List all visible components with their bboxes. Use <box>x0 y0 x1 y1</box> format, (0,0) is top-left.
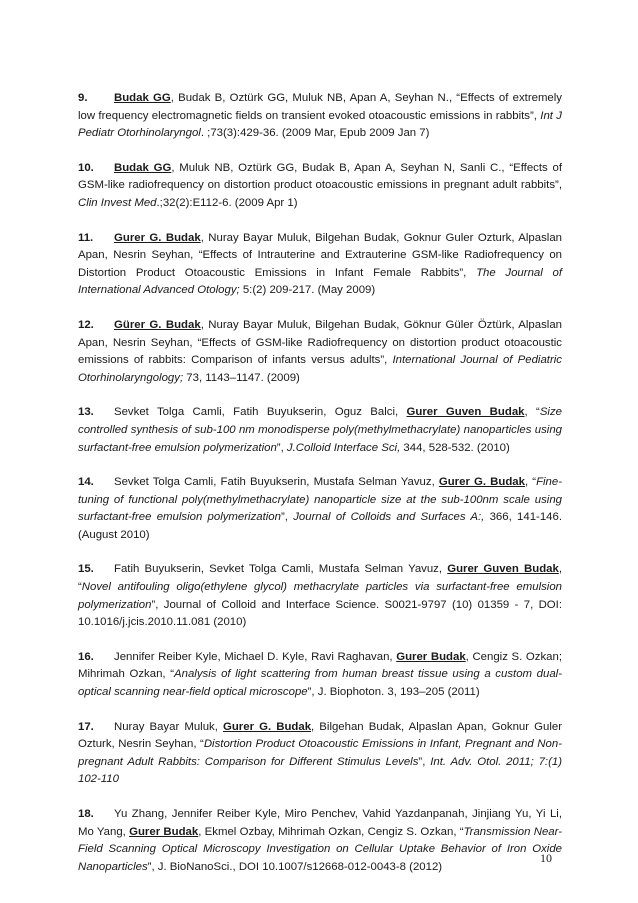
author-highlight: Gurer Budak <box>396 650 466 663</box>
journal-name: J.Colloid Interface Sci, <box>286 441 401 454</box>
page-number: 10 <box>540 851 552 865</box>
reference-text: , Nuray Bayar Muluk, Bilgehan Budak, Goknur Guler Ozturk, Alpaslan Apan, Nesrin Seyhan, “Effects of Intrauterine and Extrauterine GSM-like Radiofrequency on Distortion Product Otoacoustic Emissions in Infant Female Rabbits”, <box>78 231 562 279</box>
author-highlight: Gurer Guven Budak <box>406 406 525 419</box>
reference-text: , “ <box>524 476 537 489</box>
reference-text: ”, Journal of Colloid and Interface Science. S0021-9797 (10) 01359 - 7, DOI: 10.1016/j.jcis.2010.11.081 (2010) <box>78 598 562 629</box>
reference-text: Fatih Buyukserin, Sevket Tolga Camli, Mustafa Selman Yavuz, <box>114 563 448 576</box>
article-title: Analysis of light scattering from human breast tissue using a custom dual-optical scanning near-field optical microscope <box>78 668 562 699</box>
reference-text: Sevket Tolga Camli, Fatih Buyukserin, Oguz Balci, <box>114 406 407 419</box>
reference-text: ”, <box>276 441 287 454</box>
reference-text: , Nuray Bayar Muluk, Bilgehan Budak, Göknur Güler Öztürk, Alpaslan Apan, Nesrin Seyhan, “Effects of GSM-like Radiofrequency on distortion product otoacoustic emissions of rabbits: Comparison of infants versus adults”, <box>78 318 562 367</box>
reference-item-13 <box>78 404 562 457</box>
journal-name: Clin Invest Med <box>78 196 157 209</box>
reference-text: 366, 141-146. (August 2010) <box>78 511 562 541</box>
reference-text: , “ <box>524 406 540 419</box>
reference-item-14 <box>78 474 562 544</box>
reference-item-12 <box>78 317 562 387</box>
article-title: Distortion Product Otoacoustic Emissions in Infant, Pregnant and Non-pregnant Adult Rabbits: Comparison for Different Stimulus Levels <box>78 738 562 768</box>
reference-number: 15. <box>78 563 94 576</box>
author-highlight: Gürer G. Budak <box>114 318 201 331</box>
reference-text: , Bilgehan Budak, Alpaslan Apan, Goknur Guler Ozturk, Nesrin Seyhan, “ <box>78 720 563 751</box>
reference-text: ”, J. BioNanoSci., DOI 10.1007/s12668-012-0043-8 (2012) <box>147 860 443 873</box>
journal-name: The Journal of International Advanced Otology; <box>78 266 562 297</box>
reference-number: 10. <box>78 161 94 174</box>
journal-name: Journal of Colloids and Surfaces A:, <box>293 511 485 524</box>
reference-number: 12. <box>78 318 94 331</box>
reference-number: 9. <box>78 92 88 104</box>
reference-text: , Ekmel Ozbay, Mihrimah Ozkan, Cengiz S. Ozkan, “ <box>198 825 464 838</box>
reference-item-16 <box>78 649 562 702</box>
journal-name: Int J Pediatr Otorhinolaryngol <box>78 109 562 140</box>
article-title: Novel antifouling oligo(ethylene glycol) methacrylate particles via surfactant-free emulsion polymerization <box>78 581 562 611</box>
author-highlight: Gurer G. Budak <box>114 231 201 244</box>
reference-text: .;32(2):E112-6. (2009 Apr 1) <box>156 196 298 209</box>
reference-text: 5:(2) 209-217. (May 2009) <box>239 284 376 297</box>
reference-item-10 <box>78 160 562 213</box>
article-title: Transmission Near-Field Scanning Optical Microscopy Investigation on Cellular Uptake Behavior of Iron Oxide Nanoparticles <box>78 825 563 873</box>
reference-text: 73, 1143–1147. (2009) <box>183 371 300 384</box>
reference-text: 344, 528-532. (2010) <box>400 441 510 454</box>
reference-item-18 <box>78 806 562 876</box>
journal-name: Int. Adv. Otol. 2011; 7:(1) 102-110 <box>78 755 562 786</box>
reference-text: Nuray Bayar Muluk, <box>114 720 223 733</box>
author-highlight: Budak GG <box>114 92 171 104</box>
reference-list <box>78 90 562 893</box>
reference-text: Yu Zhang, Jennifer Reiber Kyle, Miro Penchev, Vahid Yazdanpanah, Jinjiang Yu, Yi Li, Mo Yang, <box>78 808 562 838</box>
reference-text: . ;73(3):429-36. (2009 Mar, Epub 2009 Jan 7) <box>200 127 430 140</box>
reference-number: 16. <box>78 650 94 663</box>
reference-number: 17. <box>78 720 94 733</box>
reference-text: ”, <box>280 511 294 524</box>
author-highlight: Gurer Budak <box>129 825 199 838</box>
author-highlight: Budak GG <box>114 161 172 174</box>
article-title: Size controlled synthesis of sub-100 nm monodisperse poly(methylmethacrylate) nanoparticles using surfactant-free emulsion polymerization <box>78 406 562 454</box>
reference-text: Sevket Tolga Camli, Fatih Buyukserin, Mustafa Selman Yavuz, <box>114 476 439 489</box>
reference-number: 13. <box>78 406 94 419</box>
reference-text: Jennifer Reiber Kyle, Michael D. Kyle, Ravi Raghavan, <box>114 650 397 663</box>
reference-text: , Muluk NB, Oztürk GG, Budak B, Apan A, Seyhan N, Sanli C., “Effects of GSM-like radiofrequency on distortion product otoacoustic emissions in pregnant adult rabbits”, <box>78 161 563 192</box>
reference-text: ”, J. Biophoton. 3, 193–205 (2011) <box>307 686 480 699</box>
reference-text: , “ <box>78 563 563 594</box>
reference-item-17 <box>78 719 562 789</box>
reference-text: , Budak B, Oztürk GG, Muluk NB, Apan A, Seyhan N., “Effects of extremely low frequency electromagnetic fields on transient evoked otoacoustic emissions in rabbits”, <box>78 92 562 122</box>
journal-name: International Journal of Pediatric Otorhinolaryngology; <box>78 354 562 384</box>
reference-item-9 <box>78 90 562 143</box>
reference-item-11 <box>78 230 562 300</box>
reference-text: ”, <box>418 755 431 768</box>
reference-number: 14. <box>78 476 94 489</box>
author-highlight: Gurer G. Budak <box>438 476 525 489</box>
reference-item-15 <box>78 561 562 631</box>
reference-number: 18. <box>78 808 94 820</box>
reference-text: , Cengiz S. Ozkan; Mihrimah Ozkan, “ <box>78 650 562 681</box>
author-highlight: Gurer Guven Budak <box>447 563 559 576</box>
author-highlight: Gurer G. Budak <box>222 720 312 733</box>
article-title: Fine-tuning of functional poly(methylmethacrylate) nanoparticle size at the sub-100nm scale using surfactant-free emulsion polymerization <box>78 476 563 524</box>
reference-number: 11. <box>78 231 94 244</box>
